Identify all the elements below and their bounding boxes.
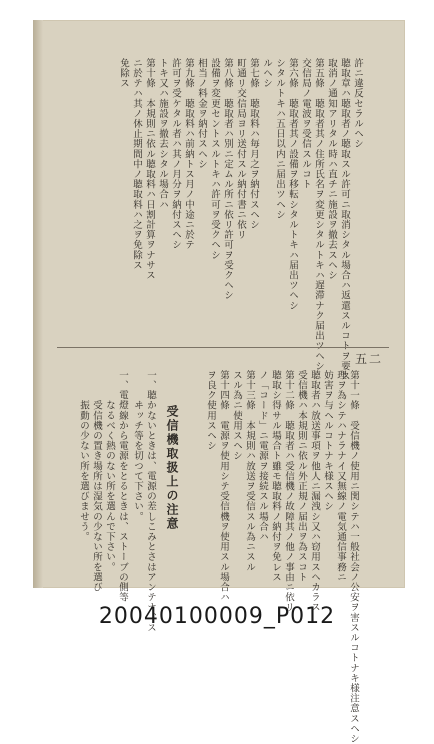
image-id-caption: 20040100009_P012 (98, 604, 336, 629)
lower-column: 聴取シ得サル場合ト雖モ聴取料ノ納付ヲ免レス (270, 370, 281, 583)
lower-column: ヲ良ク使用スヘシ (205, 370, 216, 451)
notice-line: 受信機の置き場所は湿気の少ない所を選び (91, 370, 102, 593)
upper-column: 設備ヲ変更セントスルトキハ許可ヲ受クヘシ (209, 58, 220, 260)
upper-column: 第十條 本規則ニ依ル聴取料ハ日割計算ヲナサス (144, 58, 155, 281)
upper-column: 第八條 聴取者ハ別ニ定ムル所ニ依リ許可ヲ受クヘシ (222, 58, 233, 301)
page-number: 五二 (354, 352, 383, 366)
notice-line: 一、電燈線から電源をとるときは、ストーブの側等 (117, 370, 128, 603)
upper-column: ニ於テハ其ノ休止期間中ノ聴取料ハ之ヲ免除ス (131, 58, 142, 271)
upper-column: 第七條 聴取料ハ毎月之ヲ納付スヘシ (248, 58, 259, 230)
notice-line: ヰッチ等を切つて下さい。 (132, 370, 143, 522)
upper-column: シタルトキハ五日以内ニ届出ツヘシ (274, 58, 285, 220)
lower-column: 聴取者ハ放送事項ヲ他人ニ漏洩シ又ハ窃用スヘカラス (309, 370, 320, 613)
upper-column: 免除ス (118, 58, 129, 89)
lower-column: ノ「コード」ニ電源ヲ接続スル場合ハ (257, 370, 268, 542)
notice-line: 振動の少ない所を選びませう。 (78, 370, 89, 542)
upper-column: 相当ノ料金ヲ納付スヘシ (196, 58, 207, 170)
upper-column: トキ又ハ施設ヲ撤去シタル場合ハ (157, 58, 168, 210)
lower-column: スル為ニ使用スヘシ (231, 370, 242, 461)
upper-column: 取消ノ通知アリタル時ハ直チニ施設ヲ撤去スヘシ (326, 58, 337, 281)
upper-column: 第五條 聴取者其ノ住所氏名ヲ変更シタルトキハ遅滞ナク届出ツヘシ (313, 58, 324, 372)
upper-column: 聴取章ハ聴取者ノ聴取スル許可ニ取消シタル場合ハ返還スルコトヲ要ス (339, 58, 350, 382)
upper-column: ルヘシ (261, 58, 272, 89)
lower-column: 理ヲ為シテハナラナイ又無線ノ電気通信事務ニ (335, 370, 346, 583)
lower-column: 第十二條 聴取者ハ受信機ノ故障其ノ他ノ事由ニ依リ (283, 370, 294, 613)
upper-column: 町通リ交信局ヨリ送付スル納付書ニ依リ (235, 58, 246, 240)
upper-column: 第六條 聴取者其ノ設備ヲ移転シタルトキハ届出ツヘシ (287, 58, 298, 311)
upper-column: 第九條 聴取料ハ前納トス月ノ中途ニ於テ (183, 58, 194, 250)
section-title: 受信機取扱上の注意 (165, 405, 179, 531)
lower-column: 受信機ハ本規則ニ依ル外正規ノ届出ヲ為スコト (296, 370, 307, 583)
upper-column: 交信局ノ電波ヲ受信スルコト (300, 58, 311, 190)
page-spine-shadow (33, 20, 43, 588)
notice-line: 一、聴かないときは、電源の差しこみとさはアンテナ、ス (145, 370, 156, 633)
lower-column: 第十四條 電源ヲ使用シテ受信機ヲ使用スル場合ハ (218, 370, 229, 603)
notice-line: なるべく熱のない所を選んで下さい。 (104, 370, 115, 572)
upper-column: 許可ヲ受ケタル者ハ其ノ月分ヲ納付スヘシ (170, 58, 181, 250)
upper-column: 許ニ違反セラルヘシ (352, 58, 363, 149)
lower-column: 第十三條 本規則ハ放送ヲ受信スル為ニスル (244, 370, 255, 572)
lower-column: 妨害ヲ与ヘルコトナキ様スヘシ (322, 370, 333, 512)
section-divider (57, 347, 389, 348)
lower-column: 第十一條 受信機ノ使用ニ関シテハ一般社会ノ公安ヲ害スルコトナキ様注意スヘシ (348, 370, 359, 744)
